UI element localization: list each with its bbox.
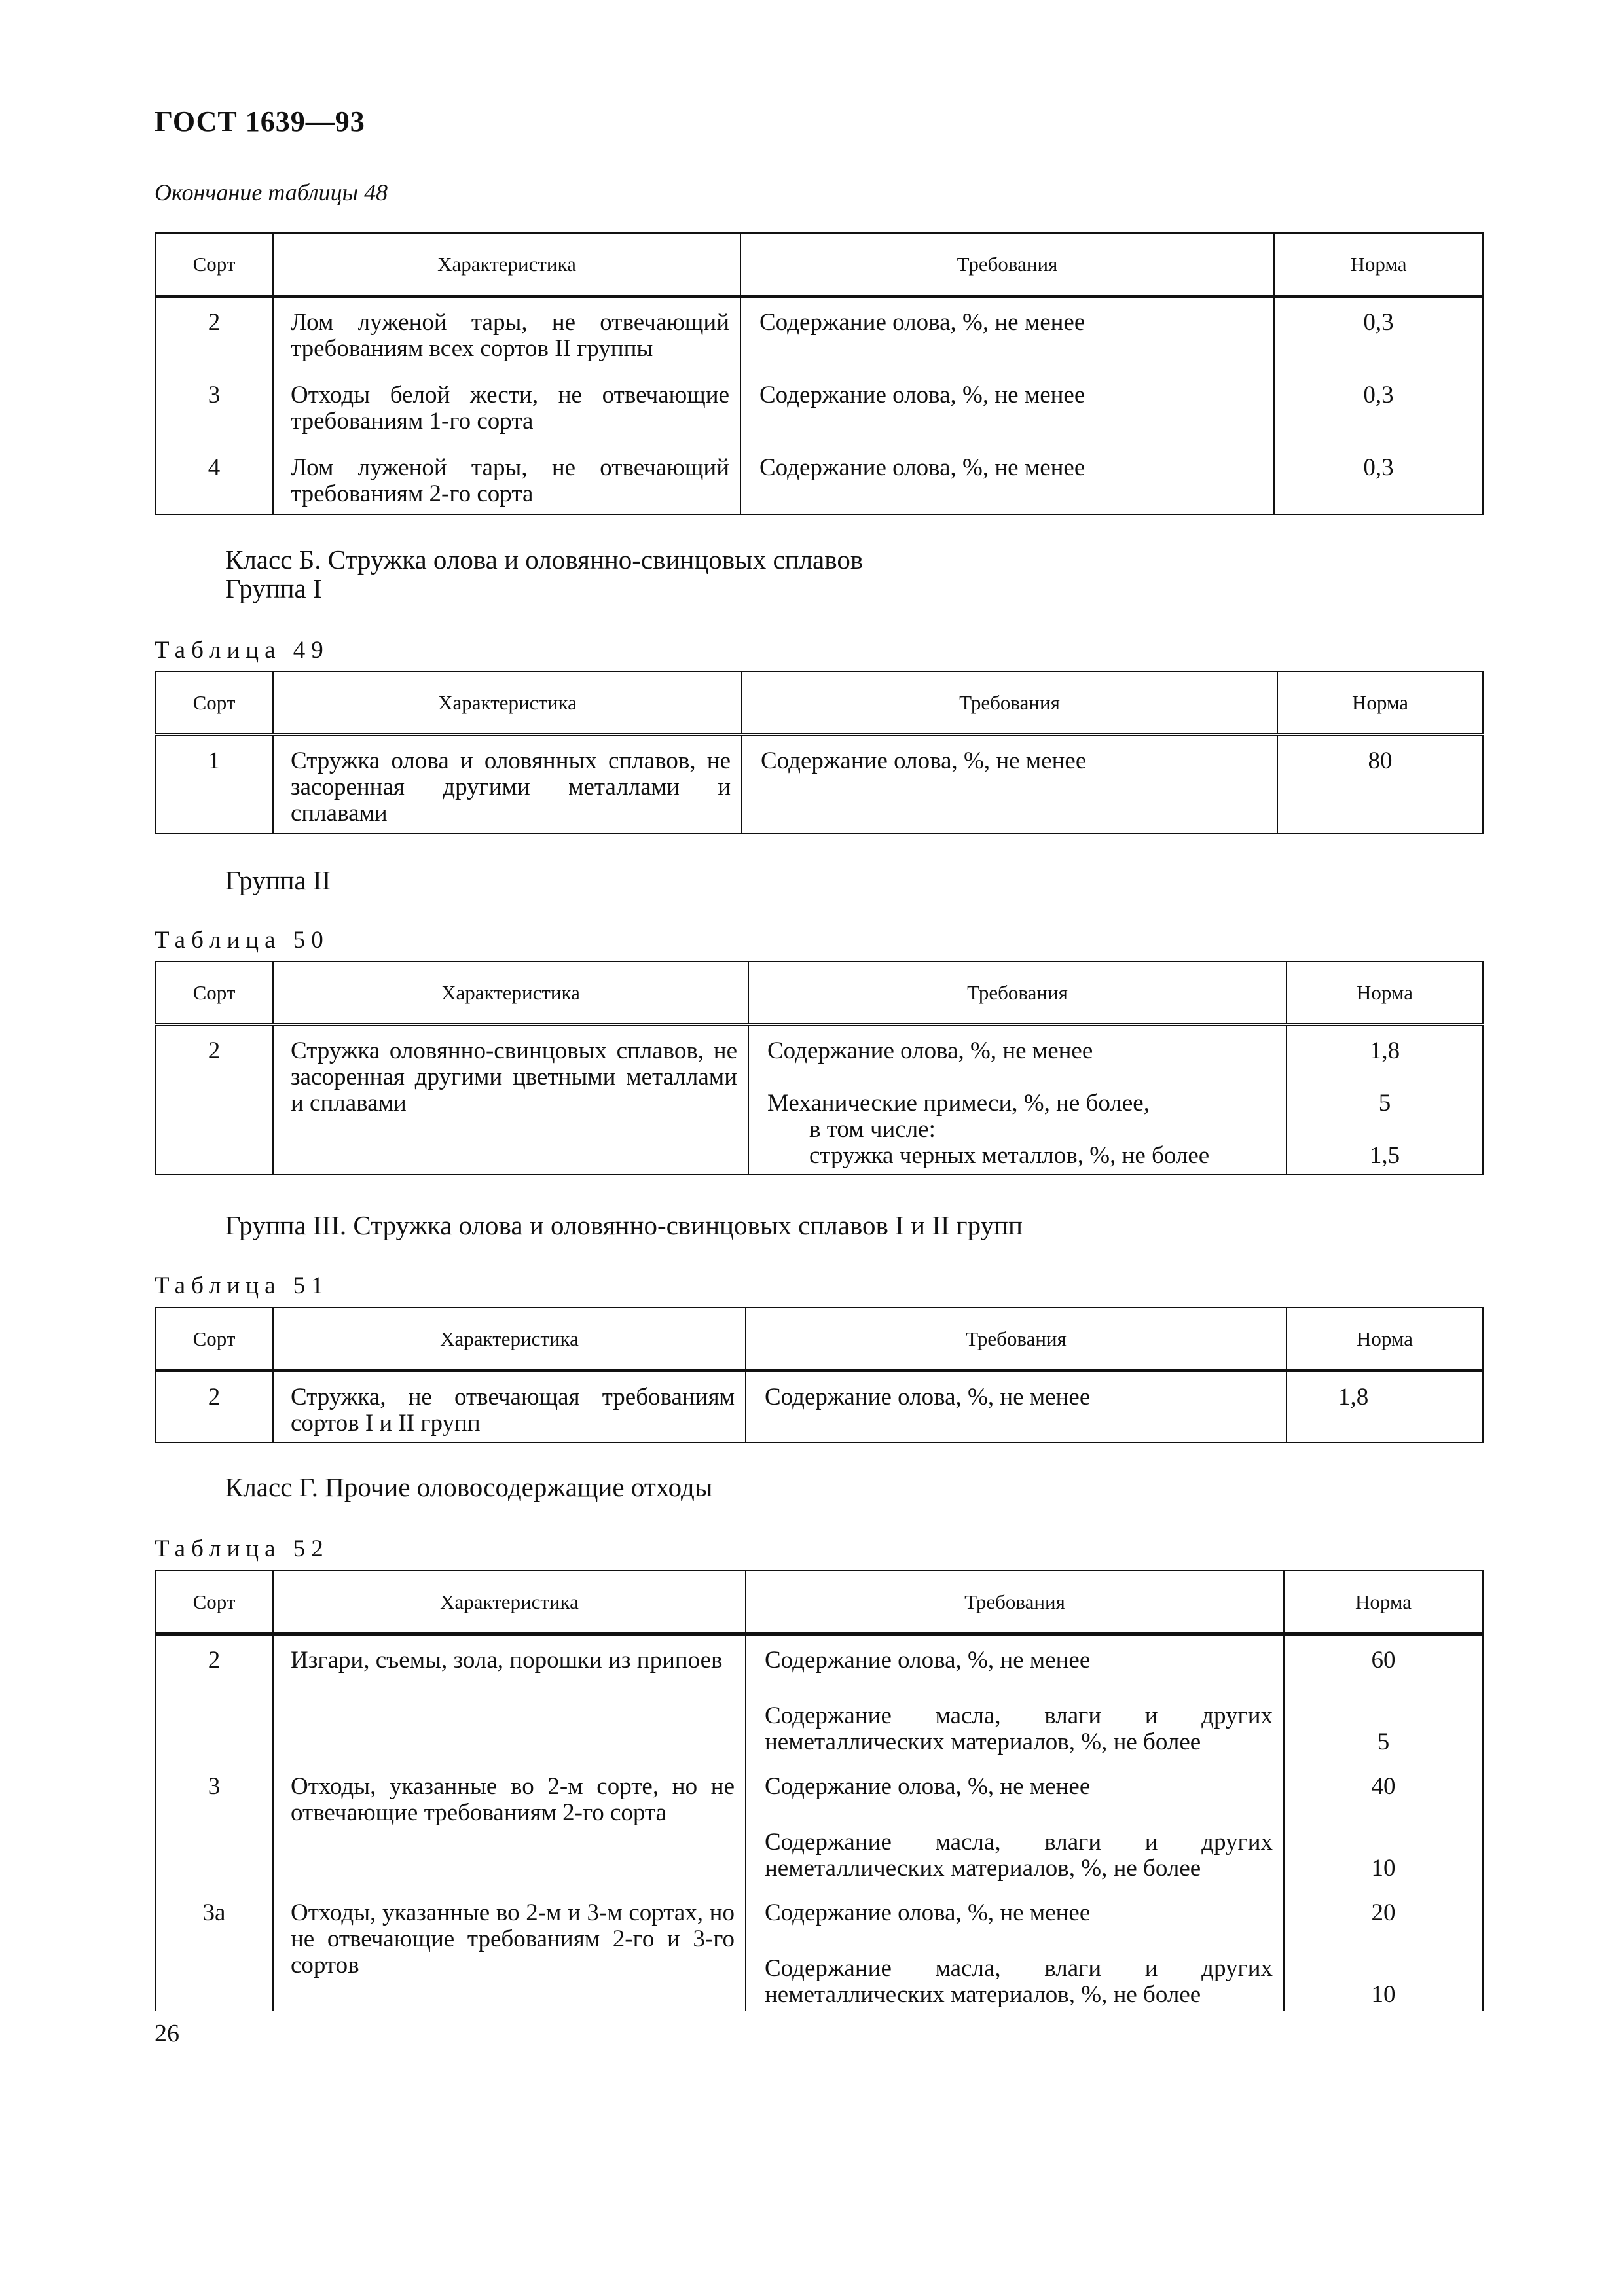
page-number: 26: [155, 2020, 179, 2047]
norm-cell: 0,3: [1274, 362, 1483, 435]
req-line: Содержание олова, %, не менее: [765, 1647, 1091, 1674]
char-cell: Отходы, указанные во 2-м и 3-м сортах, но не отвечающие требованиям 2-го и 3-го сортов: [273, 1882, 746, 2011]
table-header-row: [155, 233, 1483, 296]
col-req-header: Требования: [740, 233, 1274, 296]
sort-cell: 3а: [155, 1882, 273, 2011]
norm-cell: [1284, 1755, 1483, 1882]
char-cell: Лом луженой тары, не отвечающий требованиям всех сортов II группы: [273, 296, 740, 363]
req-cell: Содержание олова, %, не менее: [740, 296, 1274, 363]
col-char-header: Характеристика: [273, 961, 748, 1025]
norm-value: 5: [1377, 1729, 1390, 1755]
norm-cell: 0,3: [1274, 296, 1483, 363]
norm-value: 40: [1371, 1773, 1396, 1800]
sort-cell: 3: [155, 362, 273, 435]
char-cell: Стружка, не отвечающая требованиям сортов I и II групп: [273, 1371, 746, 1443]
table-row: [155, 1025, 1483, 1175]
sort-cell: 4: [155, 435, 273, 514]
group-2-heading: Группа II: [225, 865, 331, 895]
group-3-heading: Группа III. Стружка олова и оловянно-свинцовых сплавов I и II групп: [225, 1210, 1023, 1240]
col-sort-header: Сорт: [155, 233, 273, 296]
class-b-heading: Класс Б. Стружка олова и оловянно-свинцовых сплавов: [225, 545, 864, 575]
col-char-header: Характеристика: [273, 1571, 746, 1634]
sort-cell: 3: [155, 1755, 273, 1882]
req-cell: Содержание олова, %, не менее: [740, 435, 1274, 514]
sort-cell: 2: [155, 1371, 273, 1443]
norm-value: 10: [1371, 1981, 1396, 2008]
req-cell: Содержание олова, %, не менее: [740, 362, 1274, 435]
req-cell: [746, 1755, 1284, 1882]
norm-value: 1,5: [1369, 1142, 1400, 1169]
char-cell: Отходы, указанные во 2-м сорте, но не отвечающие требованиям 2-го сорта: [273, 1755, 746, 1882]
sort-cell: 2: [155, 1025, 273, 1175]
table-continuation-label: Окончание таблицы 48: [155, 179, 388, 206]
col-sort-header: Сорт: [155, 1308, 273, 1371]
sort-cell: 2: [155, 1634, 273, 1756]
table-row: [155, 1634, 1483, 1756]
char-cell: Стружка олова и оловянных сплавов, не засоренная другими металлами и сплавами: [273, 735, 742, 834]
col-char-header: Характеристика: [273, 233, 740, 296]
norm-value: 5: [1378, 1090, 1391, 1117]
group-1-heading: Группа I: [225, 573, 322, 603]
char-cell: Стружка оловянно-свинцовых сплавов, не засоренная другими цветными металлами и сплавами: [273, 1025, 748, 1175]
char-cell: Отходы белой жести, не отвечающие требованиям 1-го сорта: [273, 362, 740, 435]
req-line: Содержание масла, влаги и других неметаллических материалов, %, не более: [765, 1702, 1273, 1755]
norm-cell: [1284, 1634, 1483, 1756]
norm-cell: [1286, 1025, 1483, 1175]
table-row: [155, 296, 1483, 363]
col-char-header: Характеристика: [273, 672, 742, 735]
table-header-row: [155, 961, 1483, 1025]
sort-cell: 2: [155, 296, 273, 363]
norm-value: 10: [1371, 1855, 1396, 1882]
req-line: Содержание масла, влаги и других неметаллических материалов, %, не более: [765, 1829, 1273, 1882]
table-49-label: Таблица 49: [155, 637, 329, 664]
table-header-row: [155, 1308, 1483, 1371]
col-req-header: Требования: [746, 1308, 1286, 1371]
char-cell: Изгари, съемы, зола, порошки из припоев: [273, 1634, 746, 1756]
req-line: Содержание олова, %, не менее: [765, 1773, 1091, 1800]
req-cell: [748, 1025, 1286, 1175]
col-char-header: Характеристика: [273, 1308, 746, 1371]
table-row: [155, 435, 1483, 514]
table-49: [155, 671, 1484, 834]
table-48: [155, 232, 1484, 515]
col-req-header: Требования: [742, 672, 1277, 735]
norm-cell: 0,3: [1274, 435, 1483, 514]
req-line: Содержание олова, %, не менее: [767, 1037, 1093, 1064]
col-sort-header: Сорт: [155, 672, 273, 735]
col-norm-header: Норма: [1286, 961, 1483, 1025]
req-line: в том числе:: [809, 1116, 936, 1143]
norm-cell: 80: [1277, 735, 1483, 834]
col-norm-header: Норма: [1286, 1308, 1483, 1371]
col-norm-header: Норма: [1284, 1571, 1483, 1634]
table-52: [155, 1570, 1484, 2011]
sort-cell: 1: [155, 735, 273, 834]
table-row: [155, 362, 1483, 435]
table-row: [155, 1882, 1483, 2011]
document-header: ГОСТ 1639—93: [155, 105, 365, 137]
table-51: [155, 1307, 1484, 1443]
req-line: Механические примеси, %, не более,: [767, 1090, 1150, 1117]
table-50-label: Таблица 50: [155, 927, 329, 954]
norm-cell: [1284, 1882, 1483, 2011]
req-line: Содержание олова, %, не менее: [765, 1899, 1091, 1926]
norm-value: 1,8: [1369, 1037, 1400, 1064]
table-header-row: [155, 672, 1483, 735]
req-line: стружка черных металлов, %, не более: [809, 1142, 1210, 1169]
col-req-header: Требования: [746, 1571, 1284, 1634]
table-52-label: Таблица 52: [155, 1535, 329, 1562]
col-sort-header: Сорт: [155, 961, 273, 1025]
table-row: [155, 735, 1483, 834]
table-50: [155, 961, 1484, 1175]
table-51-label: Таблица 51: [155, 1272, 329, 1299]
col-req-header: Требования: [748, 961, 1286, 1025]
req-cell: [746, 1634, 1284, 1756]
col-sort-header: Сорт: [155, 1571, 273, 1634]
class-g-heading: Класс Г. Прочие оловосодержащие отходы: [225, 1472, 713, 1502]
col-norm-header: Норма: [1277, 672, 1483, 735]
req-cell: Содержание олова, %, не менее: [742, 735, 1277, 834]
req-line: Содержание масла, влаги и других неметаллических материалов, %, не более: [765, 1955, 1273, 2008]
norm-value: 60: [1371, 1647, 1396, 1674]
table-row: [155, 1371, 1483, 1443]
req-cell: [746, 1882, 1284, 2011]
col-norm-header: Норма: [1274, 233, 1483, 296]
table-row: [155, 1755, 1483, 1882]
norm-value: 20: [1371, 1899, 1396, 1926]
norm-cell: 1,8: [1286, 1371, 1483, 1443]
req-cell: Содержание олова, %, не менее: [746, 1371, 1286, 1443]
char-cell: Лом луженой тары, не отвечающий требованиям 2-го сорта: [273, 435, 740, 514]
table-header-row: [155, 1571, 1483, 1634]
